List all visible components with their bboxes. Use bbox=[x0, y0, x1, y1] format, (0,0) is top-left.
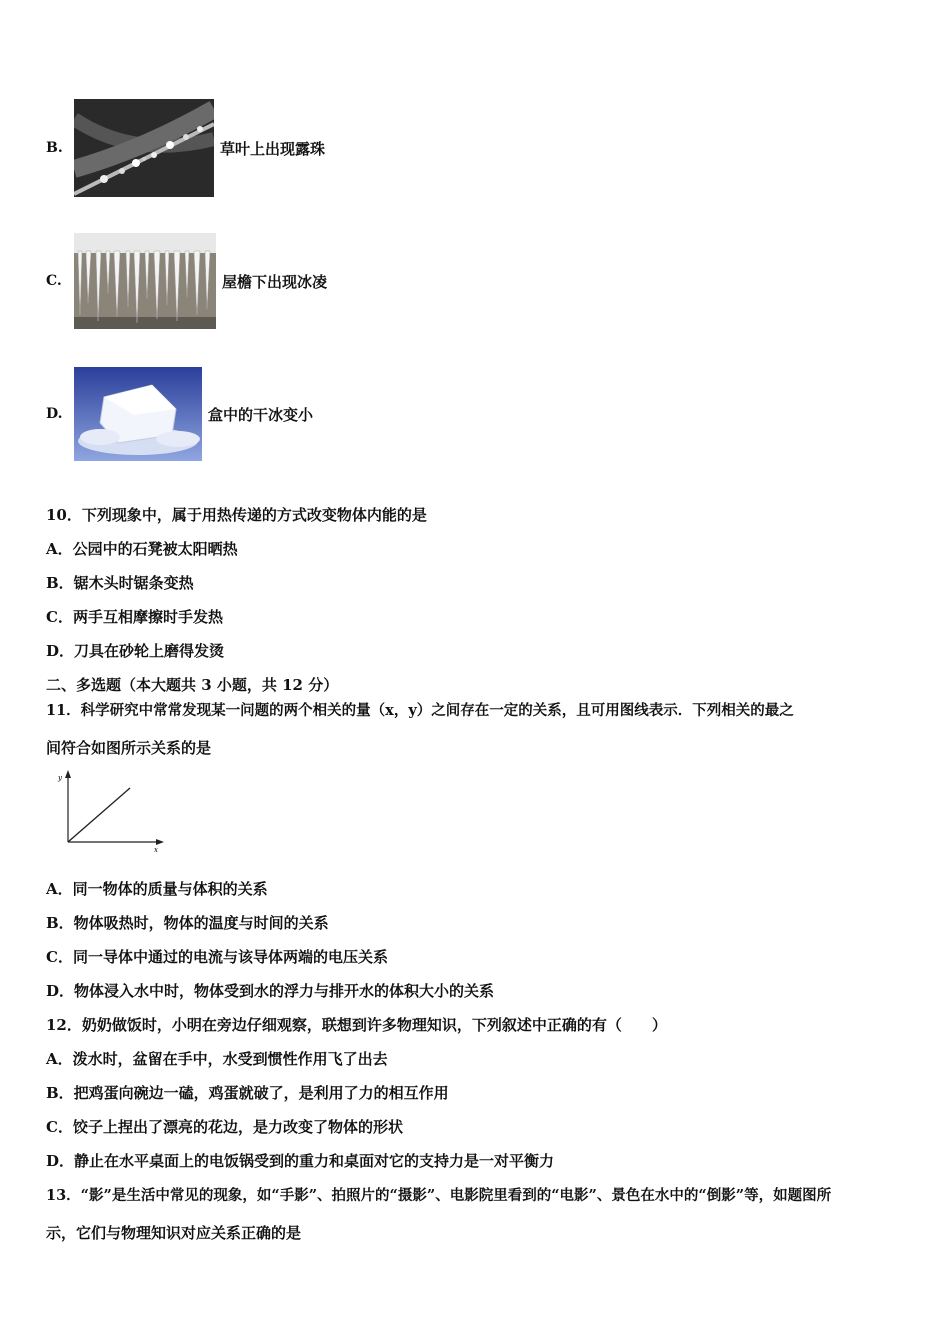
option-text: 屋檐下出现冰凌 bbox=[222, 272, 328, 291]
y-axis-arrow bbox=[65, 770, 71, 778]
q10-option-c: C．两手互相摩擦时手发热 bbox=[46, 608, 223, 626]
question-12-stem: 12．奶奶做饭时，小明在旁边仔细观察，联想到许多物理知识，下列叙述中正确的有（ ） bbox=[46, 1016, 667, 1034]
proportional-line bbox=[68, 788, 130, 842]
q11-option-c: C．同一导体中通过的电流与该导体两端的电压关系 bbox=[46, 948, 388, 966]
icicles-under-eaves-photo bbox=[74, 233, 216, 329]
dry-ice-photo bbox=[74, 367, 202, 461]
option-letter: D. bbox=[46, 406, 63, 422]
option-d-row bbox=[46, 367, 313, 461]
section-heading-multiple-choice: 二、多选题（本大题共 3 小题，共 12 分） bbox=[46, 676, 339, 694]
q12-option-b: B．把鸡蛋向碗边一磕，鸡蛋就破了，是利用了力的相互作用 bbox=[46, 1084, 449, 1102]
linear-relationship-graph bbox=[46, 768, 168, 854]
option-text: 盒中的干冰变小 bbox=[208, 405, 314, 424]
question-11-stem-line1: 11．科学研究中常常发现某一问题的两个相关的量（x，y）之间存在一定的关系，且可用图线表示．下列相关的最之 bbox=[46, 702, 794, 719]
option-c-row bbox=[46, 233, 327, 329]
question-11-stem-line2: 间符合如图所示关系的是 bbox=[46, 739, 212, 757]
question-13-stem-line2: 示，它们与物理知识对应关系正确的是 bbox=[46, 1224, 302, 1242]
option-text: 草叶上出现露珠 bbox=[220, 139, 326, 158]
option-letter: B. bbox=[46, 140, 63, 156]
q11-option-a: A．同一物体的质量与体积的关系 bbox=[46, 880, 268, 898]
q10-option-a: A．公园中的石凳被太阳晒热 bbox=[46, 540, 238, 558]
option-letter: C. bbox=[46, 273, 62, 289]
y-axis-label: y bbox=[58, 774, 62, 782]
q12-option-d: D．静止在水平桌面上的电饭锅受到的重力和桌面对它的支持力是一对平衡力 bbox=[46, 1152, 555, 1170]
q12-option-c: C．饺子上捏出了漂亮的花边，是力改变了物体的形状 bbox=[46, 1118, 403, 1136]
q10-option-d: D．刀具在砂轮上磨得发烫 bbox=[46, 642, 225, 660]
q10-option-b: B．锯木头时锯条变热 bbox=[46, 574, 194, 592]
option-b-row bbox=[46, 99, 325, 197]
question-13-stem-line1: 13．“影”是生活中常见的现象，如“手影”、拍照片的“摄影”、电影院里看到的“电影”、景色在水中的“倒影”等，如题图所 bbox=[46, 1187, 832, 1204]
q12-option-a: A．泼水时，盆留在手中，水受到惯性作用飞了出去 bbox=[46, 1050, 388, 1068]
x-axis-arrow bbox=[156, 839, 164, 845]
q11-option-b: B．物体吸热时，物体的温度与时间的关系 bbox=[46, 914, 329, 932]
x-axis-label: x bbox=[154, 846, 158, 854]
dew-on-grass-photo bbox=[74, 99, 214, 197]
q11-option-d: D．物体浸入水中时，物体受到水的浮力与排开水的体积大小的关系 bbox=[46, 982, 495, 1000]
question-10-stem: 10．下列现象中，属于用热传递的方式改变物体内能的是 bbox=[46, 506, 427, 524]
